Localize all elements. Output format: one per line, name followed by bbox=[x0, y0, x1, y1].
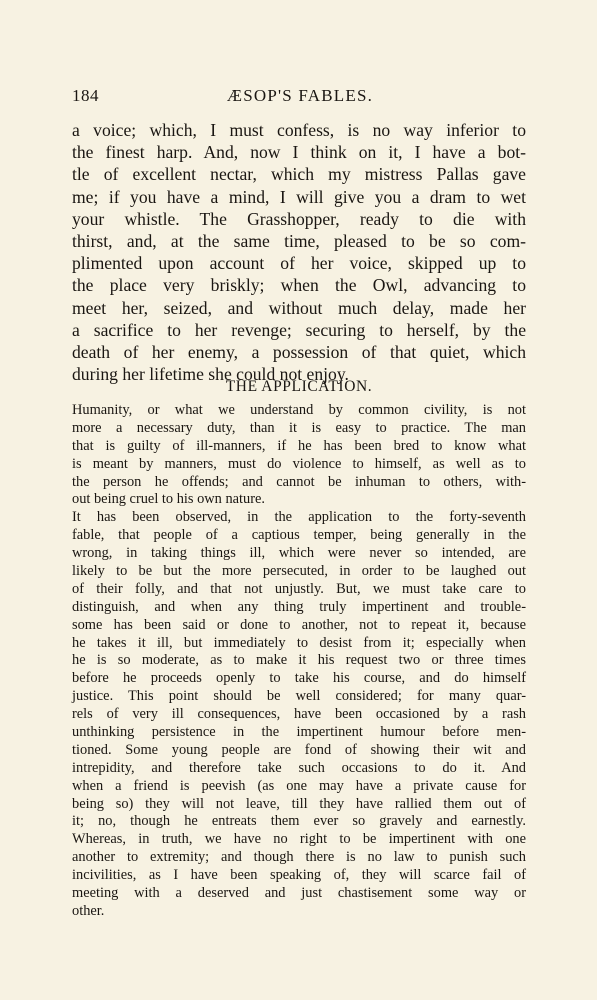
text-line: plimented upon account of her voice, skipped up to bbox=[72, 253, 526, 274]
text-line: Humanity, or what we understand by common civility, is not bbox=[72, 402, 526, 418]
text-line: a sacrifice to her revenge; securing to herself, by the bbox=[72, 319, 526, 340]
text-line: Whereas, in truth, we have no right to be impertinent with one bbox=[72, 831, 526, 848]
text-line: some has been said or done to another, not to repeat it, because bbox=[72, 616, 526, 633]
text-line: when a friend is peevish (as one may have a private cause for bbox=[72, 777, 526, 794]
text-line: the finest harp. And, now I think on it, I have a bot- bbox=[72, 142, 526, 163]
text-line: fable, that people of a captious temper, being generally in the bbox=[72, 527, 526, 544]
text-line: unthinking persistence in the impertinent humour before men- bbox=[72, 724, 526, 741]
text-line: is meant by manners, must do violence to himself, as well as to bbox=[72, 455, 526, 472]
running-title: ÆSOP'S FABLES. bbox=[226, 86, 374, 105]
text-line: he takes it ill, but immediately to desist from it; especially when bbox=[72, 634, 526, 651]
page-number: 184 bbox=[72, 86, 99, 105]
section-heading: THE APPLICATION. bbox=[225, 378, 373, 395]
text-line: rels of very ill consequences, have been occasioned by a rash bbox=[72, 706, 526, 723]
text-line: incivilities, as I have been speaking of, they will scarce fail of bbox=[72, 867, 526, 884]
text-line: it; no, though he entreats them ever so gravely and earnestly. bbox=[72, 813, 526, 830]
text-line: intrepidity, and therefore take such occasions to do it. And bbox=[72, 759, 526, 776]
text-line: your whistle. The Grasshopper, ready to die with bbox=[72, 208, 526, 229]
text-line: out being cruel to his own nature. bbox=[72, 491, 266, 508]
text-line: he is so moderate, as to make it his request two or three times bbox=[72, 652, 526, 669]
text-line: me; if you have a mind, I will give you a dram to wet bbox=[72, 186, 526, 207]
text-line: before he proceeds openly to take his course, and do himself bbox=[72, 670, 526, 687]
application-paragraph bbox=[72, 402, 526, 509]
text-line: during her lifetime she could not enjoy. bbox=[72, 364, 349, 385]
text-line: the place very briskly; when the Owl, advancing to bbox=[72, 275, 526, 296]
text-line: other. bbox=[72, 902, 105, 919]
text-line: death of her enemy, a possession of that quiet, which bbox=[72, 341, 526, 362]
text-line: meet her, seized, and without much delay, made her bbox=[72, 297, 526, 318]
text-line: justice. This point should be well considered; for many quar- bbox=[72, 688, 526, 705]
page-header bbox=[72, 86, 528, 110]
text-line: the person he offends; and cannot be inhuman to others, with- bbox=[72, 473, 526, 490]
text-line: that is guilty of ill-manners, if he has been bred to know what bbox=[72, 437, 526, 454]
text-line: wrong, in taking things ill, which were never so intended, are bbox=[72, 545, 526, 562]
text-line: It has been observed, in the application to the forty-seventh bbox=[72, 509, 526, 526]
text-line: likely to be but the more persecuted, in order to be laughed out bbox=[72, 563, 526, 580]
application-text bbox=[72, 402, 526, 921]
fable-text bbox=[72, 119, 526, 385]
text-line: distinguish, and when any thing truly impertinent and trouble- bbox=[72, 598, 526, 615]
text-line: meeting with a deserved and just chastisement some way or bbox=[72, 885, 526, 902]
text-line: more a necessary duty, than it is easy to practice. The man bbox=[72, 419, 526, 436]
text-line: of their folly, and that not unjustly. But, we must take care to bbox=[72, 580, 526, 597]
application-paragraph bbox=[72, 509, 526, 920]
text-line: another to extremity; and though there is no law to punish such bbox=[72, 849, 526, 866]
text-line: being so) they will not leave, till they have rallied them out of bbox=[72, 795, 526, 812]
text-line: thirst, and, at the same time, pleased to be so com- bbox=[72, 230, 526, 251]
text-line: a voice; which, I must confess, is no way inferior to bbox=[72, 120, 526, 140]
text-line: tle of excellent nectar, which my mistress Pallas gave bbox=[72, 164, 526, 185]
text-line: tioned. Some young people are fond of showing their wit and bbox=[72, 741, 526, 758]
